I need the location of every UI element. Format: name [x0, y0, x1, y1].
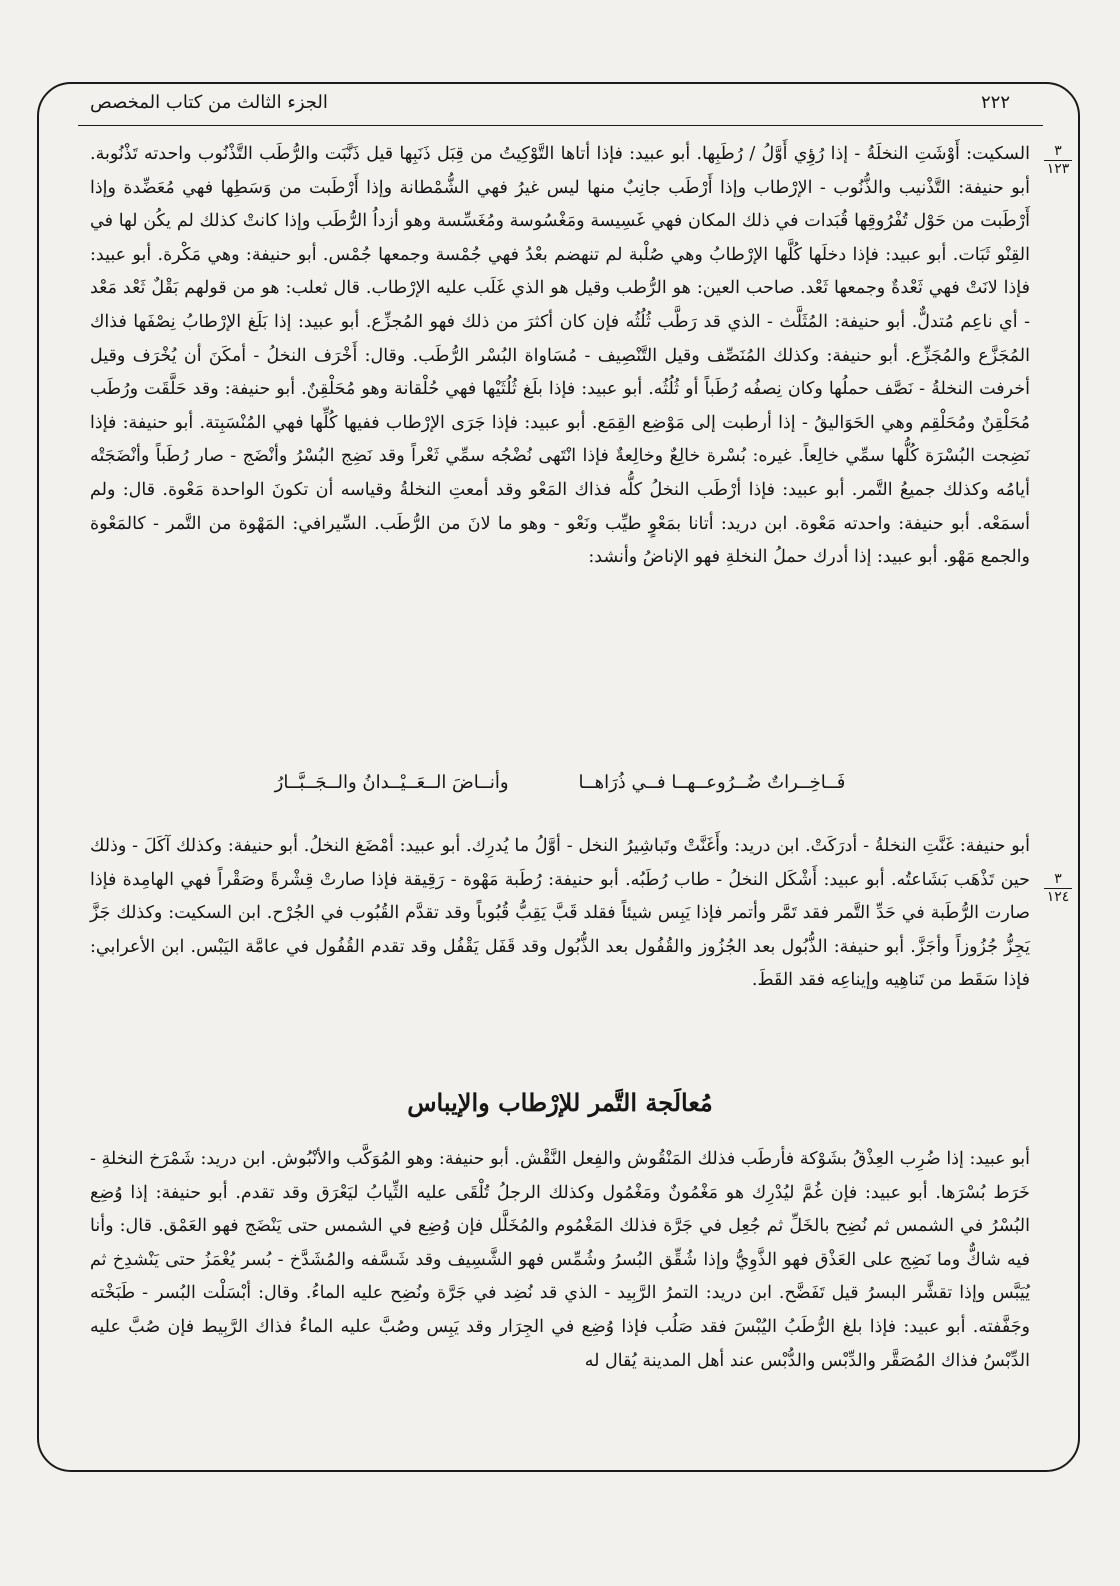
verse-hemistich-2: وأنــاضَ الــعَــيْــدانُ والــجَــبَّــارُ: [274, 772, 509, 793]
verse-hemistich-1: فَــاخِــراتٌ ضُــرُوعــهــا فــي ذُرَاهــا: [578, 772, 846, 793]
header-rule: [78, 125, 1043, 126]
margin-ref-123: [1044, 144, 1072, 177]
paragraph-3: أبو عبيد: إذا ضُرِب العِذْقُ بشَوْكة فأرطَب فذلك المَنْقُوش والفِعل النَّقْش. أبو حنيفة: وهو المُوَكَّب والأنْبُوش. ابن دريد: شَمْرَخ النخلةِ - خَرَط بُسْرَها. أبو عبيد: فإن غُمَّ ليُدْرِك هو مَغْمُونٌ ومَغْمُول وكذلك الرجلُ تُلْقَى عليه الثِّيابُ ليَعْرَق وقد تقدم. أبو حنيفة: إذا وُضِع البُسْرُ في الشمس ثم نُضِح بالخَلِّ ثم جُعِل في جَرَّة فذلك المَغْمُوم والمُخَلَّل فإن وُضِع في الشمس حتى يَنْضَج فهو العَمْق. قال: وأنا فيه شاكٌّ وما نَضِج على العَذْق فهو الذَّوِيُّ وإذا شُقِّق البُسرُ وشُمِّس فهو الشَّسِيف وقد شَسَّفه والمُشَدَّخ - بُسر يُغْمَزُ حتى يَنْشدِخ ثم يُيَبَّس وإذا تقشَّر البسرُ قيل تَفَضَّح. ابن دريد: التمرُ الرَّبِيد - الذي قد نُضِد في جَرَّة ونُضِح عليه الماءُ. وقال: أبْسَلْت البُسر - طَبَخْته وجَفَّفته. أبو عبيد: فإذا بلغ الرُّطَبُ اليُبْسَ فقد صَلُب فإذا وُضِع في الجِرَار وقد يَبِس وصُبَّ عليه الماءُ فذاك الرَّبِيط فإن صُبَّ عليه الدِّبْسُ فذاك المُصَقَّر والدِّبْس والدُّبْس عند أهل المدينة يُقال له: [90, 1149, 1030, 1371]
margin-ref-volume: ٣: [1054, 143, 1062, 159]
page-number: ٢٢٢: [980, 92, 1010, 113]
margin-ref-page: ١٢٤: [1046, 889, 1070, 905]
section-title: مُعالَجة التَّمر للإرْطاب والإيباس: [407, 1088, 713, 1117]
poetry-verse: [90, 772, 1030, 793]
paragraph-2: أبو حنيفة: غَنَّتِ النخلةُ - أدرَكَتْ. ابن دريد: وأَغَنَّتْ وتَباشِيرُ النخل - أوَّلُ ما يُدرِك. أبو عبيد: أمْضَغ النخلُ. أبو حنيفة: وكذلك آكَلَ - وذلك حين تَذْهَب بَشَاعتُه. أبو عبيد: أَشْكَل النخلُ - طاب رُطَبُه. أبو حنيفة: رُطَبة مَهْوة - رَقِيقة فإذا صارتْ قِشْرةً وصَقْراً فهي الهامِدة فإذا صارت الرُّطَبة في حَدِّ التَّمر فقد تَمَّر وأتمر فإذا يَبِس شيئاً فقلد قَبَّ يَقِبُّ قُبُوباً وقد تقدَّم القُبُوب في الجُرْح. ابن السكيت: وكذلك جَزَّ يَجِزُّ جُزُوزاً وأجَزَّ. أبو حنيفة: الذُّبُول بعد الجُزُوز والقُفُول بعد الذُّبُول وقد قَفَل يَقْفُل وقد تقدم القُفُول في عامَّة اليَبْس. ابن الأعرابي: فإذا سَقَط من تَناهِيه وإيناعِه فقد القَطَ.: [90, 836, 1030, 991]
paragraph-1: السكيت: أَوْشَتِ النخلَةُ - إذا رُؤِي أَوَّلُ / رُطَبِها. أبو عبيد: فإذا أتاها التَّوْكِيتُ من قِبَل ذَنَبِها قيل ذَنَّبَت والرُّطَب التَّذْنُوب واحدته تَذْنُوبة. أبو حنيفة: التَّذْنيب والذُّنُوب - الإرْطاب وإذا أَرْطَب جانِبٌ منها ليس غيرُ فهي الشُّمْطانة وإذا أَرْطَبت من وَسَطِها فهي مُعَضِّدة وإذا أَرْطَبت من حَوْل تُفْرُوقِها قُبَدات في ذلك المكان فهي غَسِيسة ومَغْسُوسة ومُغَسِّسة وهو أزداُ الرُّطَب وإذا كانتْ كذلك لم يكُن لها في القِنْو ثَبَات. أبو عبيد: فإذا دخلَها كُلَّها الإرْطابُ وهي صُلْبة لم تنهضم بعْدُ فهي جُمْسة وجمعها جُمْس. أبو حنيفة: وهي مَكْرة. أبو عبيد: فإذا لانَتْ فهي ثَعْدةٌ وجمعها ثَعْد. صاحب العين: هو الرُّطب وقيل هو الذي غَلَب عليه الإرْطاب. قال ثعلب: هو من قولهم بَقْلٌ ثَعْد مَعْد - أي ناعِم مُتدلٌّ. أبو حنيفة: المُثَلَّث - الذي قد رَطَّب ثُلُثُه فإن كان أكثرَ من ذلك فهو المُجزِّع. أبو عبيد: إذا بَلَغ الإرْطابُ نِصْفَها فذاك المُجَزَّع والمُجَزِّع. أبو حنيفة: وكذلك المُنَصِّف وقيل التَّنْصِيف - مُسَاواة البُسْر الرُّطَب. وقال: أَخْرَف النخلُ - أمكَنَ أن يُخْرَف وقيل أخرفت النخلةُ - نَصَّف حملُها وكان نِصفُه رُطَباً أو ثُلُثُه. أبو عبيد: فإذا بلَغ ثُلُثَيْها فهي حُلْقانة وهو مُحَلْقِنٌ. أبو حنيفة: وقد حَلَّقَت ورُطَب مُحَلْقِنٌ ومُحَلْقِم وهي الحَوَاليقُ - إذا أرطبت إلى مَوْضِع القِمَع. أبو عبيد: فإذا جَرَى الإرْطاب ففيها كُلِّها فهي المُنْسَبِتة. أبو حنيفة: فإذا نَضِجت البُسْرَة كُلُّها سمِّي خالِعاً. غيره: بُسْرة خالِعٌ وخالِعةٌ فإذا انْتَهى نُضْجُه سمِّي ثَعْراً وقد نَضِج البُسْرُ وأنْضَج - صار رُطَباً وأنْضَجَتْه أيامُه وكذلك جميعُ التَّمر. أبو عبيد: فإذا أرْطَب النخلُ كلُّه فذاك المَعْو وقد أمعتِ النخلةُ وقياسه أن تكونَ الواحدة مَعْوة. قال: ولم أسمَعْه. أبو حنيفة: واحدته مَعْوة. ابن دريد: أتانا بمَعْوٍ طيِّب ونَعْو - وهو ما لانَ من الرُّطَب. السِّيرافي: المَهْوة من التَّمر - كالمَعْوة والجمع مَهْو. أبو عبيد: إذا أدرك حملُ النخلةِ فهو الإناضُ وأنشد:: [90, 144, 1030, 568]
margin-ref-124: [1044, 872, 1072, 905]
margin-ref-volume: ٣: [1054, 871, 1062, 887]
margin-ref-page: ١٢٣: [1046, 161, 1070, 177]
running-title: الجزء الثالث من كتاب المخصص: [90, 92, 328, 113]
